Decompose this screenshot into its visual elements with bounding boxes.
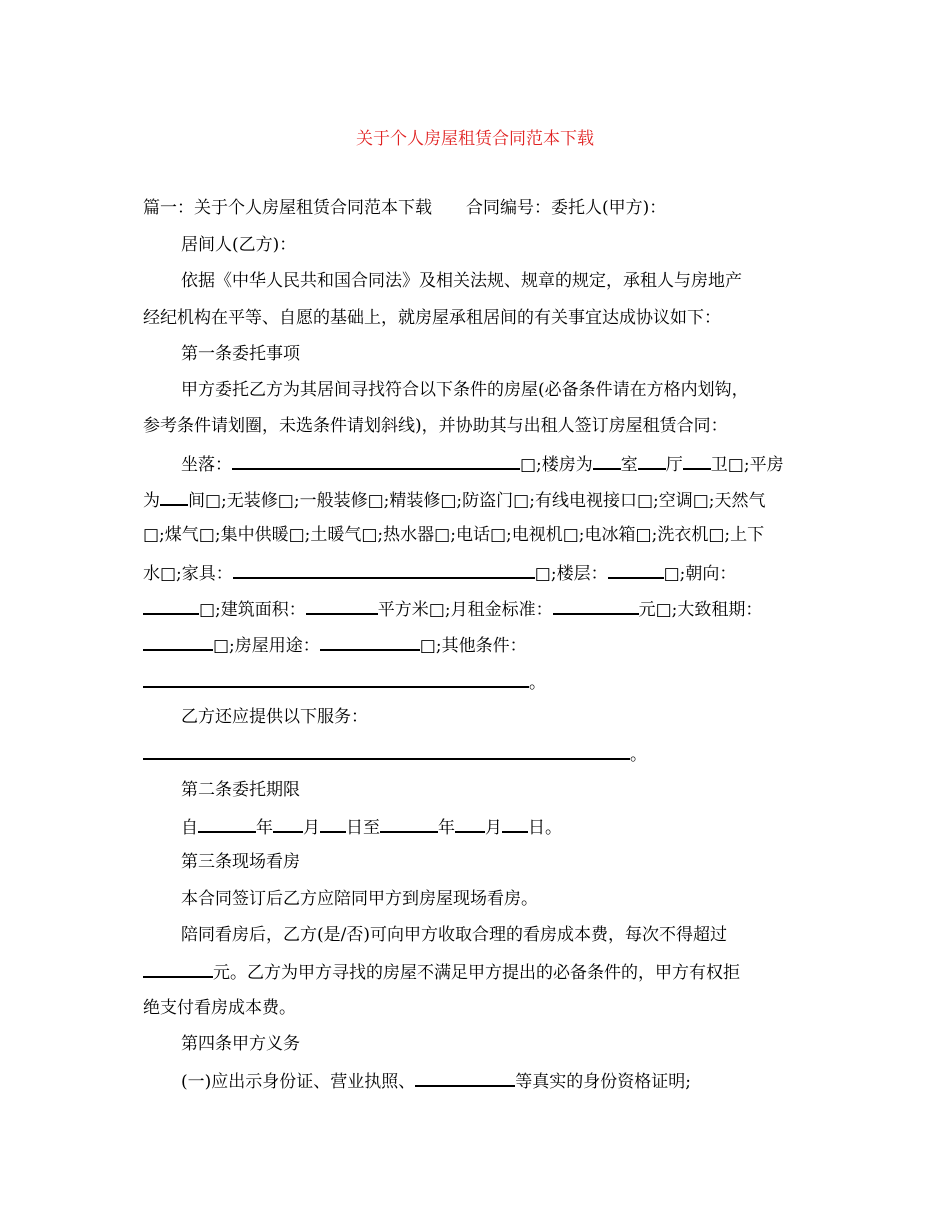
obligation-1-line xyxy=(181,1068,691,1094)
year-label: 年 xyxy=(256,818,273,838)
rooms-blank[interactable] xyxy=(593,451,621,470)
start-day-blank[interactable] xyxy=(320,814,346,833)
halls-blank[interactable] xyxy=(638,451,666,470)
viewing-fee-line-2 xyxy=(143,959,740,985)
viewing-fee-blank[interactable] xyxy=(143,959,213,978)
month-label: 月 xyxy=(303,818,320,838)
other-conditions-label: □;其他条件： xyxy=(419,636,527,656)
location-blank[interactable] xyxy=(232,451,520,470)
rooms-label: 室 xyxy=(620,455,638,475)
bath-bungalow-label: 卫□;平房 xyxy=(710,455,784,475)
rent-blank[interactable] xyxy=(553,596,639,615)
other-conditions-blank[interactable] xyxy=(143,669,529,688)
intermediary-label: 居间人(乙方)： xyxy=(181,235,297,255)
end-day-blank[interactable] xyxy=(502,814,528,833)
day-label: 日。 xyxy=(528,818,562,838)
usage-label: □;房屋用途： xyxy=(213,636,320,656)
services-label: 乙方还应提供以下服务： xyxy=(181,707,368,727)
article-3-heading: 第三条现场看房 xyxy=(181,852,300,872)
form-line-1 xyxy=(181,451,784,477)
form-line-5 xyxy=(143,596,762,622)
to-label: 日至 xyxy=(346,818,380,838)
form-line-4 xyxy=(143,560,736,586)
form-line-8 xyxy=(143,741,647,767)
location-label: 坐落： xyxy=(181,455,232,475)
id-docs-suffix: 等真实的身份资格证明; xyxy=(515,1072,691,1092)
month-label: 月 xyxy=(485,818,502,838)
form-line-2 xyxy=(143,487,766,513)
document-title: 关于个人房屋租赁合同范本下载 xyxy=(356,129,594,149)
period-mark: 。 xyxy=(529,673,546,693)
viewing-text: 本合同签订后乙方应陪同甲方到房屋现场看房。 xyxy=(181,889,538,909)
article-2-heading: 第二条委托期限 xyxy=(181,780,300,800)
preamble-line-1: 依据《中华人民共和国合同法》及相关法规、规章的规定，承租人与房地产 xyxy=(181,271,742,291)
start-month-blank[interactable] xyxy=(273,814,303,833)
article-4-heading: 第四条甲方义务 xyxy=(181,1034,300,1054)
orientation-label: □;朝向： xyxy=(663,564,737,584)
amenities-list-1: 间□;无装修□;一般装修□;精装修□;防盗门□;有线电视接口□;空调□;天然气 xyxy=(188,491,766,511)
year-label: 年 xyxy=(438,818,455,838)
rent-label: 平方米□;月租金标准： xyxy=(377,600,553,620)
preamble-line-2: 经纪机构在平等、自愿的基础上，就房屋承租居间的有关事宜达成协议如下： xyxy=(143,308,721,328)
furniture-label: 水□;家具： xyxy=(143,564,233,584)
viewing-fee-text: 元。乙方为甲方寻找的房屋不满足甲方提出的必备条件的，甲方有权拒 xyxy=(213,963,740,983)
term-line xyxy=(181,814,562,840)
intro-line xyxy=(143,196,666,220)
lease-term-label: 元□;大致租期： xyxy=(638,600,763,620)
halls-label: 厅 xyxy=(665,455,683,475)
area-blank[interactable] xyxy=(306,596,378,615)
viewing-fee-line-3: 绝支付看房成本费。 xyxy=(143,998,296,1018)
furniture-blank[interactable] xyxy=(233,560,535,579)
amenities-list-2: □;煤气□;集中供暖□;土暖气□;热水器□;电话□;电视机□;电冰箱□;洗衣机□;上下 xyxy=(143,525,765,545)
start-year-blank[interactable] xyxy=(198,814,256,833)
article-1-text-1: 甲方委托乙方为其居间寻找符合以下条件的房屋(必备条件请在方格内划钩， xyxy=(181,380,749,400)
bungalow-rooms-blank[interactable] xyxy=(160,487,188,506)
area-label: □;建筑面积： xyxy=(199,600,306,620)
contract-number-label: 合同编号：委托人(甲方)： xyxy=(466,198,667,218)
period-mark: 。 xyxy=(630,745,647,765)
services-blank[interactable] xyxy=(143,741,630,760)
id-docs-label: (一)应出示身份证、营业执照、 xyxy=(181,1072,416,1092)
bungalow-prefix: 为 xyxy=(143,491,160,511)
floor-blank[interactable] xyxy=(608,560,664,579)
from-label: 自 xyxy=(181,818,198,838)
building-label: □;楼房为 xyxy=(520,455,593,475)
orientation-blank[interactable] xyxy=(143,596,199,615)
article-1-text-2: 参考条件请划圈，未选条件请划斜线)，并协助其与出租人签订房屋租赁合同： xyxy=(143,416,728,436)
end-month-blank[interactable] xyxy=(455,814,485,833)
floor-label: □;楼层： xyxy=(534,564,608,584)
baths-blank[interactable] xyxy=(683,451,711,470)
lease-term-blank[interactable] xyxy=(143,632,213,651)
id-docs-blank[interactable] xyxy=(415,1068,515,1087)
article-1-heading: 第一条委托事项 xyxy=(181,344,300,364)
intro-heading: 篇一：关于个人房屋租赁合同范本下载 xyxy=(143,198,432,218)
viewing-fee-line-1: 陪同看房后，乙方(是/否)可向甲方收取合理的看房成本费，每次不得超过 xyxy=(181,925,727,945)
usage-blank[interactable] xyxy=(320,632,420,651)
end-year-blank[interactable] xyxy=(380,814,438,833)
form-line-7 xyxy=(143,669,546,695)
form-line-6 xyxy=(143,632,527,658)
